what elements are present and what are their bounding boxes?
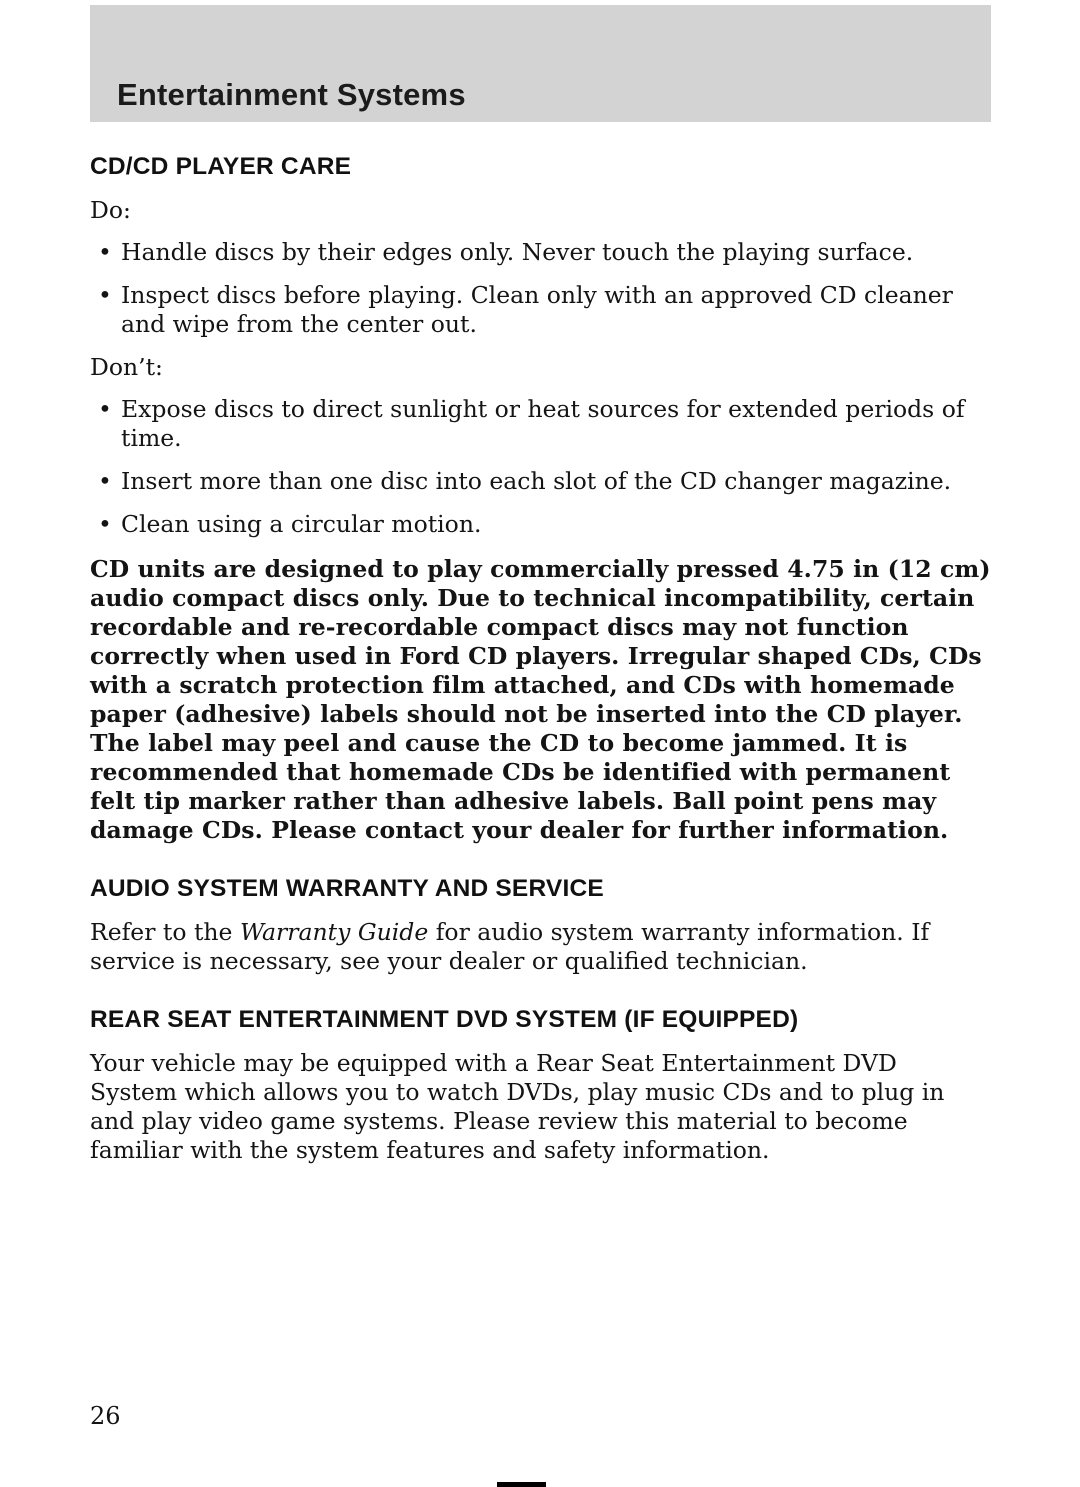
section-cd-player-care (90, 153, 991, 845)
list-item: • Clean using a circular motion. (90, 510, 991, 539)
list-item: • Expose discs to direct sunlight or heat sources for extended periods of time. (90, 395, 991, 453)
warranty-heading: AUDIO SYSTEM WARRANTY AND SERVICE (90, 875, 604, 902)
page-header-band (90, 5, 991, 122)
warranty-guide-reference: Warranty Guide (239, 918, 429, 946)
do-label: Do: (90, 196, 131, 224)
dont-list (90, 395, 991, 539)
warranty-body-prefix: Refer to the (90, 918, 240, 946)
page-title: Entertainment Systems (117, 77, 466, 112)
page-number: 26 (90, 1402, 121, 1430)
section-audio-warranty (90, 875, 991, 976)
do-list (90, 238, 991, 339)
warranty-body (90, 918, 991, 976)
dont-label: Don’t: (90, 353, 163, 381)
cd-units-notice: CD units are designed to play commercially pressed 4.75 in (12 cm) audio compact discs only. Due to technical incompatibility, certain recordable and re-recordable compact discs may not function correctly when used in Ford CD players. Irregular shaped CDs, CDs with a scratch protection film attached, and CDs with homemade paper (adhesive) labels should not be inserted into the CD player. The label may peel and cause the CD to become jammed. It is recommended that homemade CDs be identified with permanent felt tip marker rather than adhesive labels. Ball point pens may damage CDs. Please contact your dealer for further information. (90, 555, 991, 844)
list-item: • Insert more than one disc into each slot of the CD changer magazine. (90, 467, 991, 496)
rear-seat-body: Your vehicle may be equipped with a Rear Seat Entertainment DVD System which allows you to watch DVDs, play music CDs and to plug in and play video game systems. Please review this material to become familiar with the system features and safety information. (90, 1049, 945, 1164)
section-rear-seat-entertainment (90, 1006, 991, 1165)
cd-care-heading: CD/CD PLAYER CARE (90, 153, 352, 180)
page-content (90, 153, 991, 1171)
list-item: • Inspect discs before playing. Clean only with an approved CD cleaner and wipe from the center out. (90, 281, 991, 339)
warranty-body-suffix: for audio system warranty information. If service is necessary, see your dealer or qualified technician. (90, 918, 930, 975)
list-item: • Handle discs by their edges only. Never touch the playing surface. (90, 238, 991, 267)
rear-seat-heading: REAR SEAT ENTERTAINMENT DVD SYSTEM (IF EQUIPPED) (90, 1006, 799, 1033)
scan-edge-artifact (497, 1482, 546, 1487)
